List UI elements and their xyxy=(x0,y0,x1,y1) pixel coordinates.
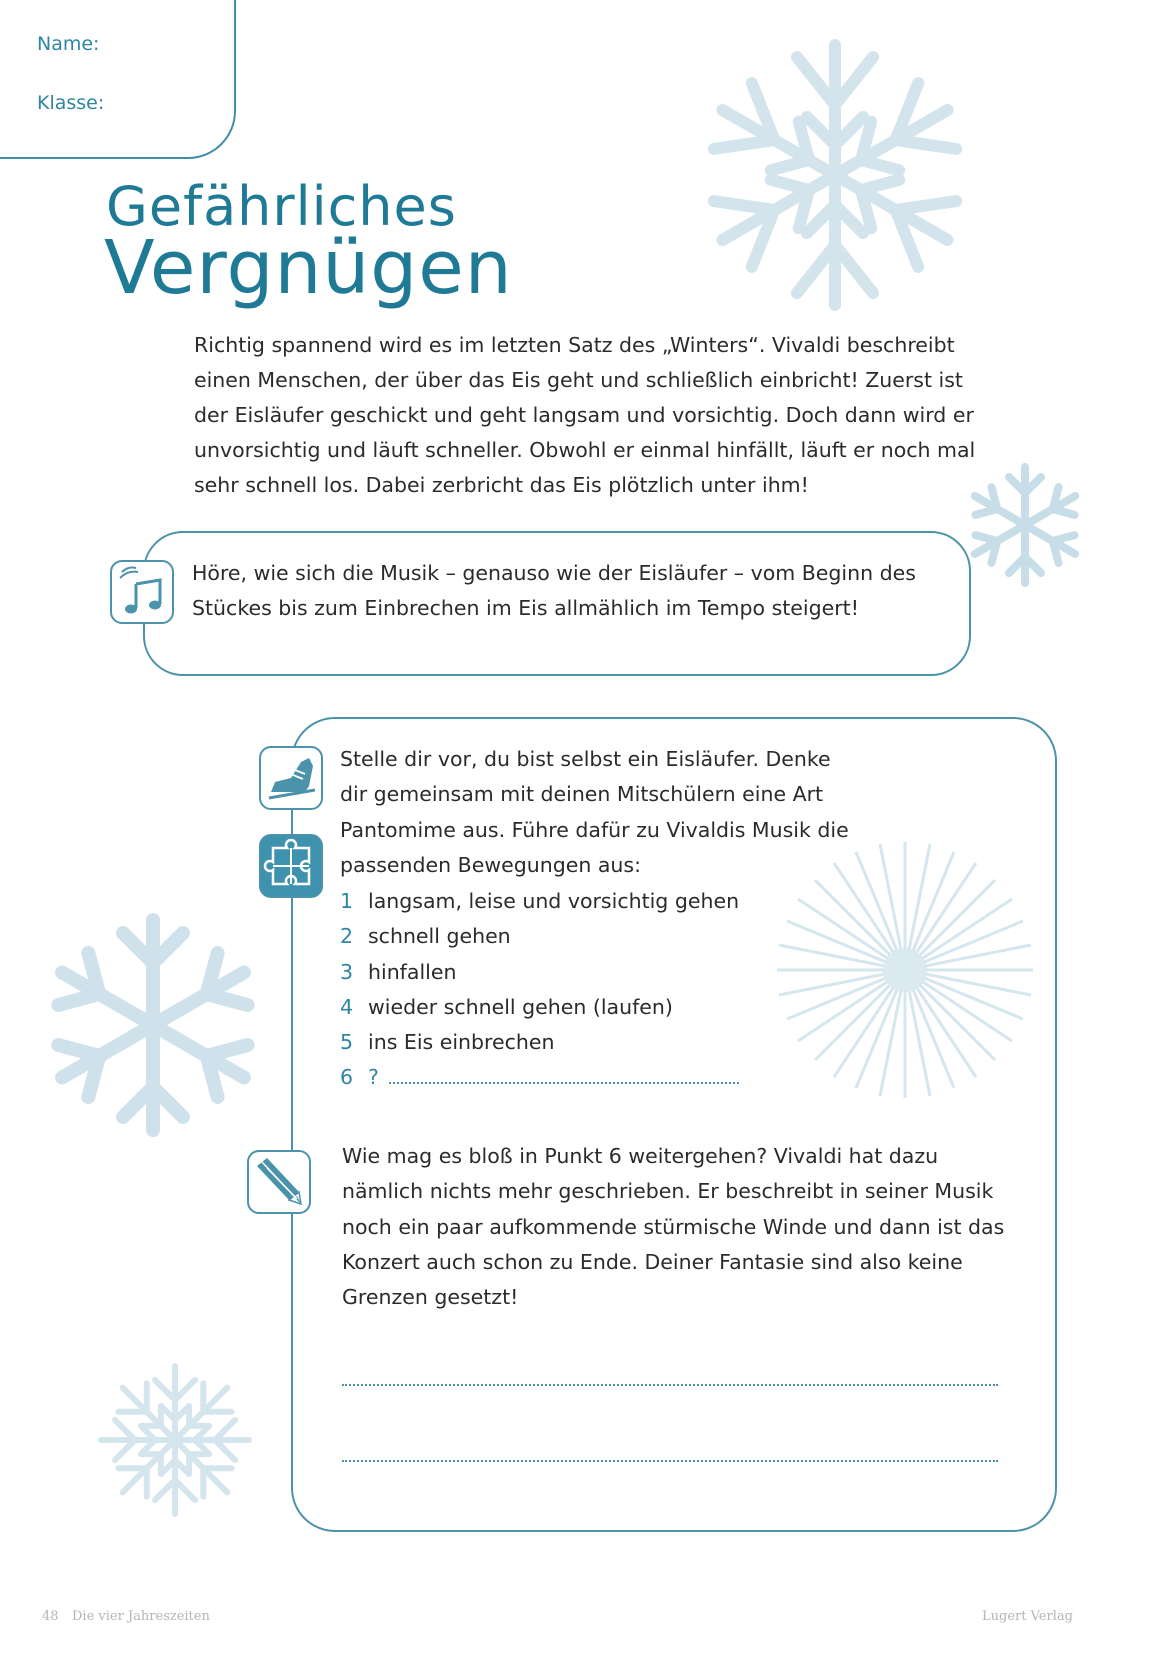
step-number: 5 xyxy=(340,1030,354,1055)
class-label: Klasse: xyxy=(37,92,105,114)
list-item xyxy=(340,1025,739,1060)
step-text: wieder schnell gehen (laufen) xyxy=(368,994,673,1019)
list-item xyxy=(340,955,739,990)
list-item xyxy=(340,884,739,919)
snowflake-bottom-left-icon xyxy=(95,1360,255,1520)
writing-answer-line-2[interactable] xyxy=(342,1460,998,1462)
step-text: hinfallen xyxy=(368,959,457,984)
step-6-answer-line[interactable] xyxy=(389,1081,739,1084)
step-text: schnell gehen xyxy=(368,924,511,949)
step-number: 6 xyxy=(340,1065,354,1090)
writing-answer-line-1[interactable] xyxy=(342,1384,998,1386)
listen-task-text: Höre, wie sich die Musik – genauso wie der Eisläufer – vom Beginn des Stückes bis zum Einbrechen im Eis allmählich im Tempo steigert! xyxy=(192,561,916,620)
page-number: 48 xyxy=(42,1609,59,1624)
pencil-write-icon xyxy=(247,1150,311,1214)
list-item xyxy=(340,1060,739,1095)
book-title: Die vier Jahreszeiten xyxy=(72,1609,210,1624)
step-text: ins Eis einbrechen xyxy=(368,1030,555,1055)
pantomime-task-text: Stelle dir vor, du bist selbst ein Eisläufer. Denke dir gemeinsam mit deinen Mitschülern eine Art Pantomime aus. Führe dafür zu Vivaldis Musik die passenden Bewegungen aus: xyxy=(340,747,849,877)
steps-list xyxy=(340,884,739,1096)
snowflake-large-top-icon xyxy=(690,30,980,320)
page-title-line2: Vergnügen xyxy=(104,225,513,311)
step-text: langsam, leise und vorsichtig gehen xyxy=(368,889,740,913)
step-number: 2 xyxy=(340,924,354,949)
page-title-line1: Gefährliches xyxy=(106,175,457,238)
snowflake-left-icon xyxy=(38,910,268,1140)
step-text: ? xyxy=(368,1065,379,1090)
list-item xyxy=(340,919,739,954)
step-number: 3 xyxy=(340,959,354,984)
writing-task-text: Wie mag es bloß in Punkt 6 weitergehen? Vivaldi hat dazu nämlich nichts mehr geschrieben. Er beschreibt in seiner Musik noch ein paar aufkommende stürmische Winde und dann ist das Konzert auch schon zu Ende. Deiner Fantasie sind also keine Grenzen gesetzt! xyxy=(342,1144,1005,1310)
name-class-box xyxy=(0,0,236,159)
intro-paragraph: Richtig spannend wird es im letzten Satz des „Winters“. Vivaldi beschreibt einen Menschen, der über das Eis geht und schließlich einbricht! Zuerst ist der Eisläufer geschickt und geht langsam und vorsichtig. Doch dann wird er unvorsichtig und läuft schneller. Obwohl er einmal hinfällt, läuft er noch mal sehr schnell los. Dabei zerbricht das Eis plötzlich unter ihm! xyxy=(194,333,976,497)
publisher: Lugert Verlag xyxy=(982,1609,1073,1624)
puzzle-icon xyxy=(259,834,323,898)
step-number: 1 xyxy=(340,889,354,913)
step-number: 4 xyxy=(340,994,354,1019)
list-item xyxy=(340,990,739,1025)
name-label: Name: xyxy=(37,33,100,55)
music-listen-icon xyxy=(110,560,174,624)
skate-shoe-icon xyxy=(259,746,323,810)
